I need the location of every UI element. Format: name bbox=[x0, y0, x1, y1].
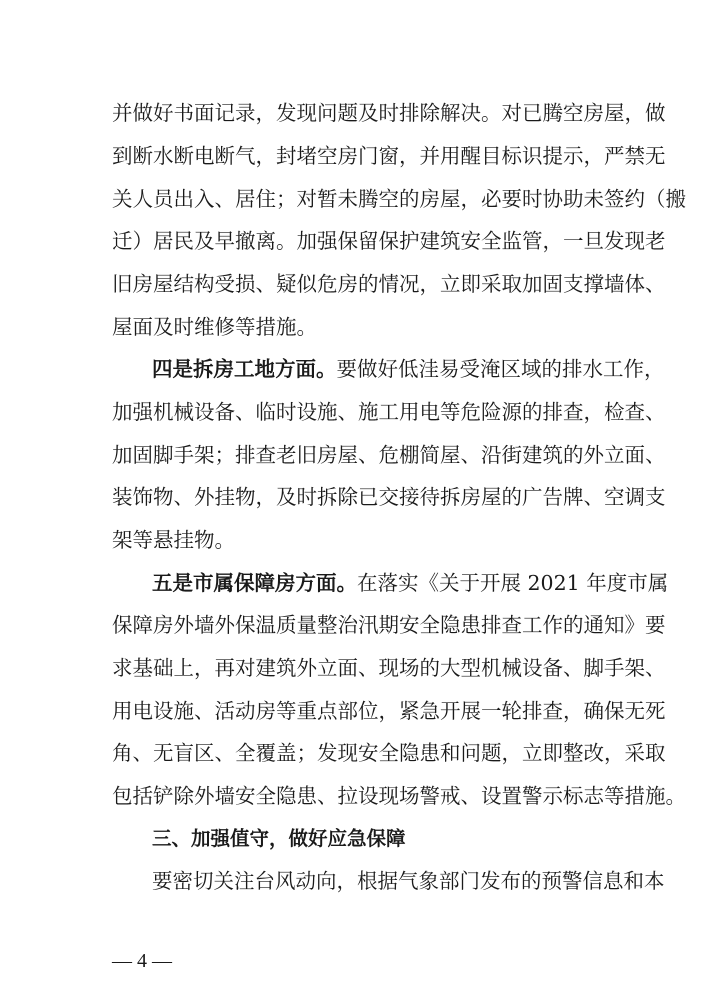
text-line: 包括铲除外墙安全隐患、拉设现场警戒、设置警示标志等措施。 bbox=[112, 784, 686, 808]
text-line: 用电设施、活动房等重点部位，紧急开展一轮排查，确保无死 bbox=[112, 699, 666, 723]
page-number: — 4 — bbox=[112, 950, 172, 972]
paragraph-lead: 五是市属保障房方面。 bbox=[152, 571, 357, 595]
text-line: 到断水断电断气，封堵空房门窗，并用醒目标识提示，严禁无 bbox=[112, 144, 666, 168]
paragraph-text: 要做好低洼易受淹区域的排水工作， bbox=[336, 357, 665, 381]
text-line: 加强机械设备、临时设施、施工用电等危险源的排查，检查、 bbox=[112, 400, 666, 424]
text-line: 架等悬挂物。 bbox=[112, 528, 235, 552]
text-line: 保障房外墙外保温质量整治汛期安全隐患排查工作的通知》要 bbox=[112, 613, 666, 637]
text-line: 迁）居民及早撤离。加强保留保护建筑安全监管，一旦发现老 bbox=[112, 229, 666, 253]
text-line: 角、无盲区、全覆盖；发现安全隐患和问题，立即整改，采取 bbox=[112, 741, 666, 765]
paragraph-lead: 四是拆房工地方面。 bbox=[152, 357, 337, 381]
text-line: 求基础上，再对建筑外立面、现场的大型机械设备、脚手架、 bbox=[112, 656, 666, 680]
text-line bbox=[152, 568, 669, 598]
text-line: 并做好书面记录，发现问题及时排除解决。对已腾空房屋，做 bbox=[112, 101, 666, 125]
paragraph-text: 在落实《关于开展 2021 年度市属 bbox=[357, 571, 669, 595]
text-line: 旧房屋结构受损、疑似危房的情况，立即采取加固支撑墙体、 bbox=[112, 272, 666, 296]
text-line: 关人员出入、居住；对暂未腾空的房屋，必要时协助未签约（搬 bbox=[112, 187, 686, 211]
section-heading: 三、加强值守，做好应急保障 bbox=[152, 827, 406, 850]
text-line bbox=[152, 354, 665, 384]
text-line: 装饰物、外挂物，及时拆除已交接待拆房屋的广告牌、空调支 bbox=[112, 485, 666, 509]
text-line: 屋面及时维修等措施。 bbox=[112, 315, 317, 339]
text-line: 要密切关注台风动向，根据气象部门发布的预警信息和本 bbox=[152, 869, 665, 893]
text-line: 加固脚手架；排查老旧房屋、危棚简屋、沿街建筑的外立面、 bbox=[112, 443, 666, 467]
